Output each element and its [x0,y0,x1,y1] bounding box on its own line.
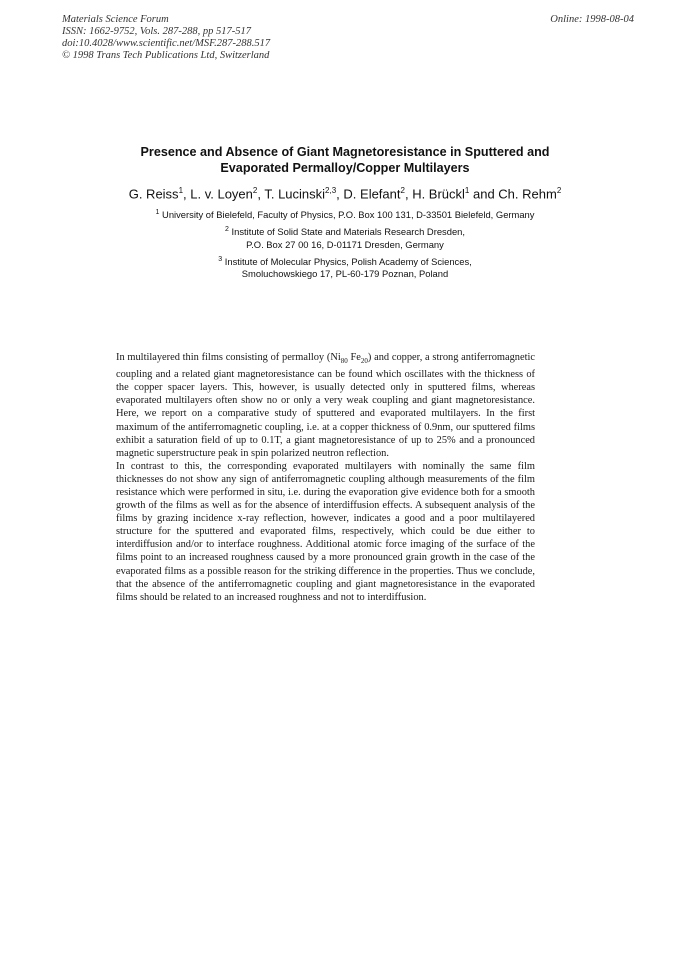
author-affil-mark: 1 [464,186,470,195]
publication-info [62,14,270,62]
subscript: 20 [360,357,368,366]
doi-line: doi:10.4028/www.scientific.net/MSF.287-288.517 [62,38,271,49]
author-affil-mark: 2 [252,186,258,195]
affil-text: Institute of Molecular Physics, Polish Academy of Sciences, [224,255,472,267]
issn-line: ISSN: 1662-9752, Vols. 287-288, pp 517-517 [62,26,251,37]
affil-text: University of Bielefeld, Faculty of Physics, P.O. Box 100 131, D-33501 Bielefeld, Germany [162,209,535,221]
author-separator: , [257,186,265,202]
affiliation-line [60,207,630,221]
copyright-line: © 1998 Trans Tech Publications Ltd, Switzerland [62,50,270,61]
author-separator: and [469,186,499,202]
author-separator: , [336,186,344,202]
affil-text: Institute of Solid State and Materials Research Dresden, [231,226,465,238]
author-separator: , [183,186,191,202]
affiliation-line [60,224,630,238]
author-name: L. v. Loyen [190,186,253,202]
author-name: Ch. Rehm [498,186,557,202]
paper-title [60,144,630,176]
author-separator: , [404,186,413,202]
affil-mark: 3 [218,255,223,263]
author-name: D. Elefant [343,186,401,202]
affiliation-line: P.O. Box 27 00 16, D-01171 Dresden, Germany [246,238,444,250]
author-affil-mark: 2 [556,186,562,195]
affiliation [60,254,630,280]
abstract-text: ) and copper, a strong antiferromagnetic coupling and a related giant magnetoresistance can be found which oscillates with the thickness of the copper spacer layers. This, however, is usually detected only in sputtered films, whereas evaporated multilayers often show no or only a very weak coupling and giant magnetoresistance. Here, we report on a comparative study of sputtered and evaporated multilayers. In the first maximum of the antiferromagnetic coupling, i.e. at a copper thickness of 0.9nm, our sputtered films exhibit a saturation field of up to 0.1T, a giant magnetoresistance of up to 25% and a pronounced magnetic superstructure peak in spin polarized neutron reflection. [116,352,536,459]
abstract [116,351,535,604]
author-affil-mark: 2,3 [325,186,337,195]
abstract-text: In multilayered thin films consisting of permalloy (Ni [116,352,341,363]
affiliation [60,207,630,221]
journal-name: Materials Science Forum [62,14,169,25]
author-name: H. Brückl [412,186,465,202]
affiliation-line [60,254,630,268]
author-list [60,183,630,202]
abstract-paragraph [116,351,535,460]
subscript: 80 [340,357,348,366]
title-line: Evaporated Permalloy/Copper Multilayers [220,161,470,175]
online-date: Online: 1998-08-04 [550,14,634,25]
affil-mark: 2 [225,226,229,234]
affiliation [60,224,630,250]
author-affil-mark: 1 [178,186,184,195]
affiliation-list [60,207,630,279]
author-name: G. Reiss [128,186,179,202]
affil-mark: 1 [155,209,160,217]
affiliation-line: Smoluchowskiego 17, PL-60-179 Poznan, Poland [241,267,449,279]
title-line: Presence and Absence of Giant Magnetoresistance in Sputtered and [140,145,550,159]
abstract-paragraph: In contrast to this, the corresponding evaporated multilayers with nominally the same film thicknesses do not show any sign of antiferromagnetic coupling although measurements of the film resistance which were performed in situ, i.e. during the evaporation give evidence both for a smooth growth of the films as well as for the absence of interdiffusion effects. A subsequent analysis of the films by grazing incidence x-ray reflection, however, indicates a good and a poor multilayered structure for the sputtered and evaporated films, respectively, which could be due either to interdiffusion and/or to interface roughness. Additional atomic force imaging of the surface of the films point to an increased roughness caused by a more pronounced grain growth in the case of the evaporated films as a possible reason for the striking difference in the properties. Thus we conclude, that the absence of the antiferromagnetic coupling and giant magnetoresistance in the evaporated films should be related to an increased roughness and not to interdiffusion. [116,460,535,603]
author-affil-mark: 2 [400,186,405,195]
abstract-text: Fe [347,352,361,363]
paper-header [60,144,630,283]
author-name: T. Lucinski [264,186,326,202]
